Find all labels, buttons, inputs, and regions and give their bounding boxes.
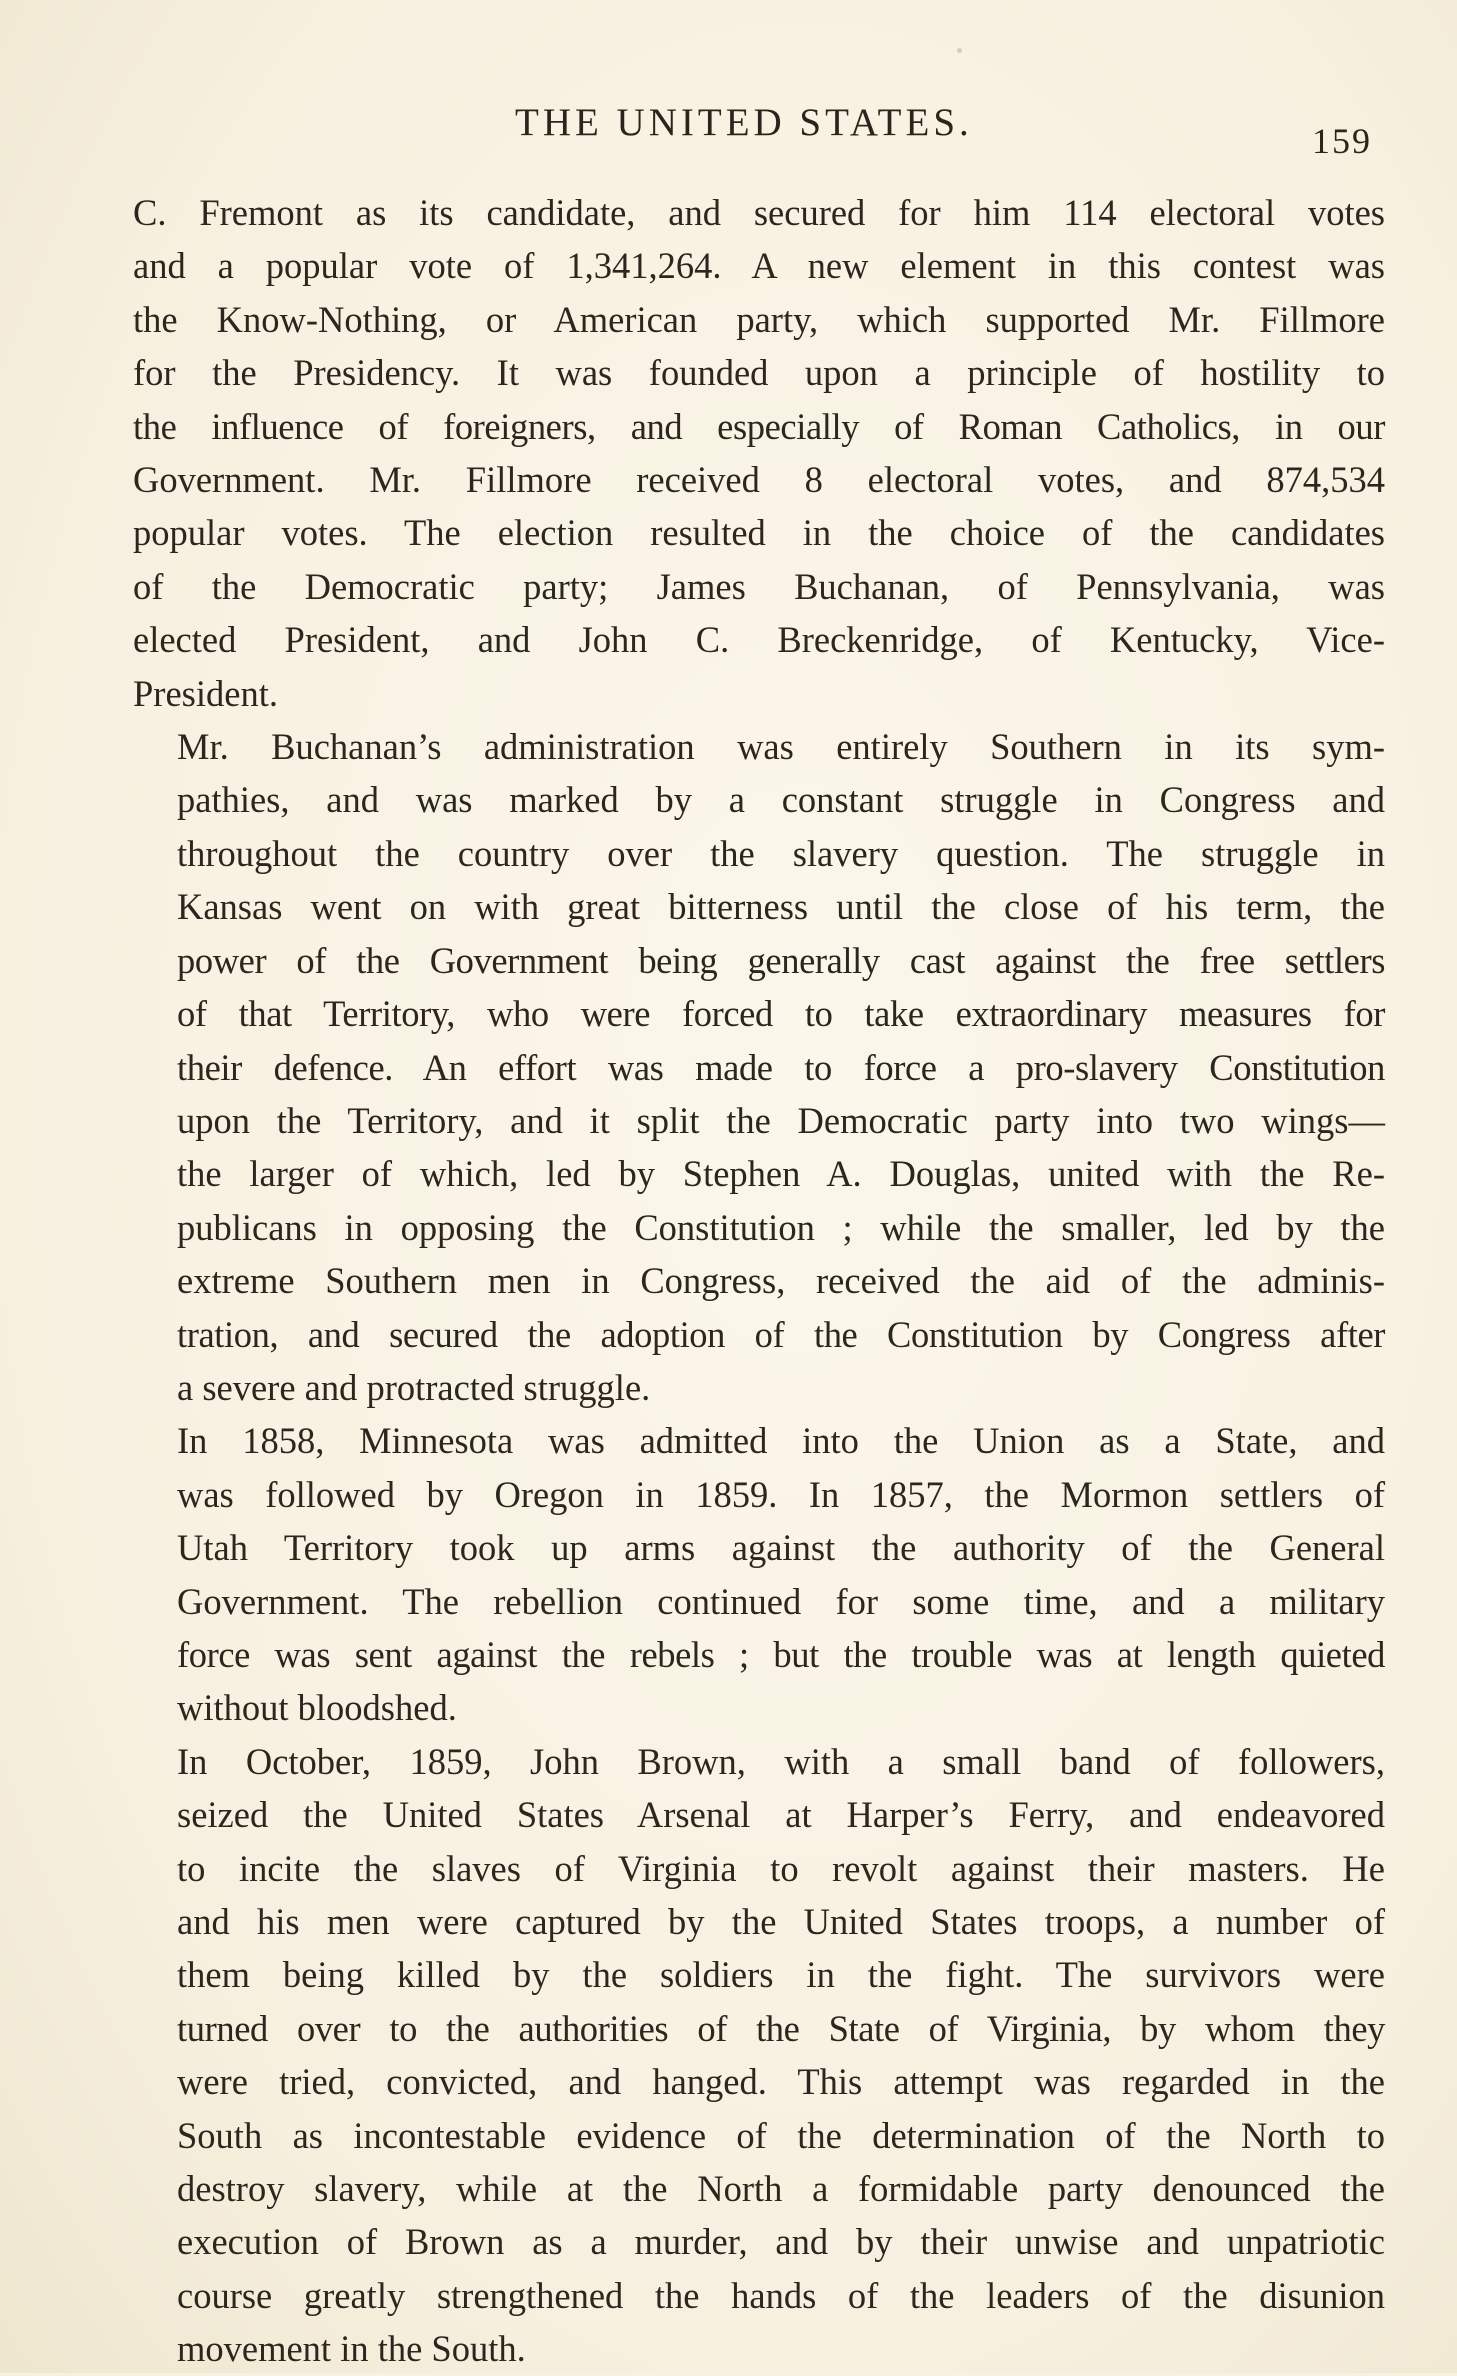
text-line: seized the United States Arsenal at Harper’s Ferry, and endeavored [177, 1794, 1385, 1836]
text-line: President. [133, 672, 278, 714]
text-line: Mr. Buchanan’s administration was entirely Southern in its sym- [177, 726, 1385, 768]
text-line: power of the Government being generally cast against the free settlers [177, 939, 1385, 981]
text-line: Government. The rebellion continued for some time, and a military [177, 1580, 1385, 1622]
paragraph-buchanan-administration [133, 720, 1385, 1414]
text-line: were tried, convicted, and hanged. This attempt was regarded in the [177, 2061, 1385, 2103]
text-line: of the Democratic party; James Buchanan, of Pennsylvania, was [133, 565, 1385, 607]
text-line: the larger of which, led by Stephen A. Douglas, united with the Re- [177, 1153, 1385, 1195]
text-line: destroy slavery, while at the North a formidable party denounced the [177, 2168, 1385, 2210]
text-line: and his men were captured by the United States troops, a number of [177, 1901, 1385, 1942]
text-line: tration, and secured the adoption of the Constitution by Congress after [177, 1313, 1385, 1355]
text-line: was followed by Oregon in 1859. In 1857, the Mormon settlers of [177, 1473, 1385, 1515]
text-line: the Know-Nothing, or American party, which supported Mr. Fillmore [133, 298, 1385, 340]
text-line: pathies, and was marked by a constant struggle in Congress and [177, 779, 1385, 821]
text-line: turned over to the authorities of the State of Virginia, by whom they [177, 2007, 1385, 2049]
text-line: their defence. An effort was made to force a pro-slavery Constitution [177, 1046, 1385, 1088]
paragraph-john-brown [133, 1735, 1385, 2376]
text-line: course greatly strengthened the hands of the leaders of the disunion [177, 2274, 1385, 2316]
text-line: a severe and protracted struggle. [177, 1366, 651, 1408]
text-line: movement in the South. [177, 2328, 526, 2370]
text-line: Kansas went on with great bitterness until the close of his term, the [177, 886, 1385, 928]
text-line: In 1858, Minnesota was admitted into the Union as a State, and [177, 1420, 1385, 1462]
text-line: to incite the slaves of Virginia to revolt against their masters. He [177, 1847, 1385, 1889]
text-line: force was sent against the rebels ; but the trouble was at length quieted [177, 1633, 1385, 1675]
text-line: execution of Brown as a murder, and by their unwise and unpatriotic [177, 2221, 1385, 2263]
text-line: Government. Mr. Fillmore received 8 electoral votes, and 874,534 [133, 459, 1385, 501]
text-line: and a popular vote of 1,341,264. A new element in this contest was [133, 245, 1385, 287]
running-title: THE UNITED STATES. [515, 101, 973, 144]
text-line: without bloodshed. [177, 1687, 457, 1729]
paper-speck [957, 48, 962, 53]
text-line: South as incontestable evidence of the determination of the North to [177, 2114, 1385, 2156]
text-line: Utah Territory took up arms against the authority of the General [177, 1527, 1385, 1569]
body-text [133, 186, 1385, 2376]
text-line: C. Fremont as its candidate, and secured for him 114 electoral votes [133, 192, 1385, 233]
text-line: publicans in opposing the Constitution ; while the smaller, led by the [177, 1206, 1385, 1248]
text-line: the influence of foreigners, and especially of Roman Catholics, in our [133, 405, 1385, 447]
paragraph-fremont-election [133, 186, 1385, 720]
text-line: upon the Territory, and it split the Democratic party into two wings— [177, 1099, 1385, 1141]
text-line: elected President, and John C. Breckenridge, of Kentucky, Vice- [133, 619, 1385, 661]
page-number: 159 [1312, 121, 1372, 161]
text-line: In October, 1859, John Brown, with a small band of followers, [177, 1740, 1385, 1782]
text-line: of that Territory, who were forced to take extraordinary measures for [177, 993, 1385, 1035]
paragraph-minnesota-oregon-utah [133, 1414, 1385, 1734]
text-line: popular votes. The election resulted in the choice of the candidates [133, 512, 1385, 554]
running-header [0, 98, 1457, 161]
text-line: extreme Southern men in Congress, received the aid of the adminis- [177, 1260, 1385, 1302]
text-line: throughout the country over the slavery question. The struggle in [177, 832, 1385, 874]
text-line: them being killed by the soldiers in the fight. The survivors were [177, 1954, 1385, 1996]
text-line: for the Presidency. It was founded upon a principle of hostility to [133, 352, 1385, 394]
